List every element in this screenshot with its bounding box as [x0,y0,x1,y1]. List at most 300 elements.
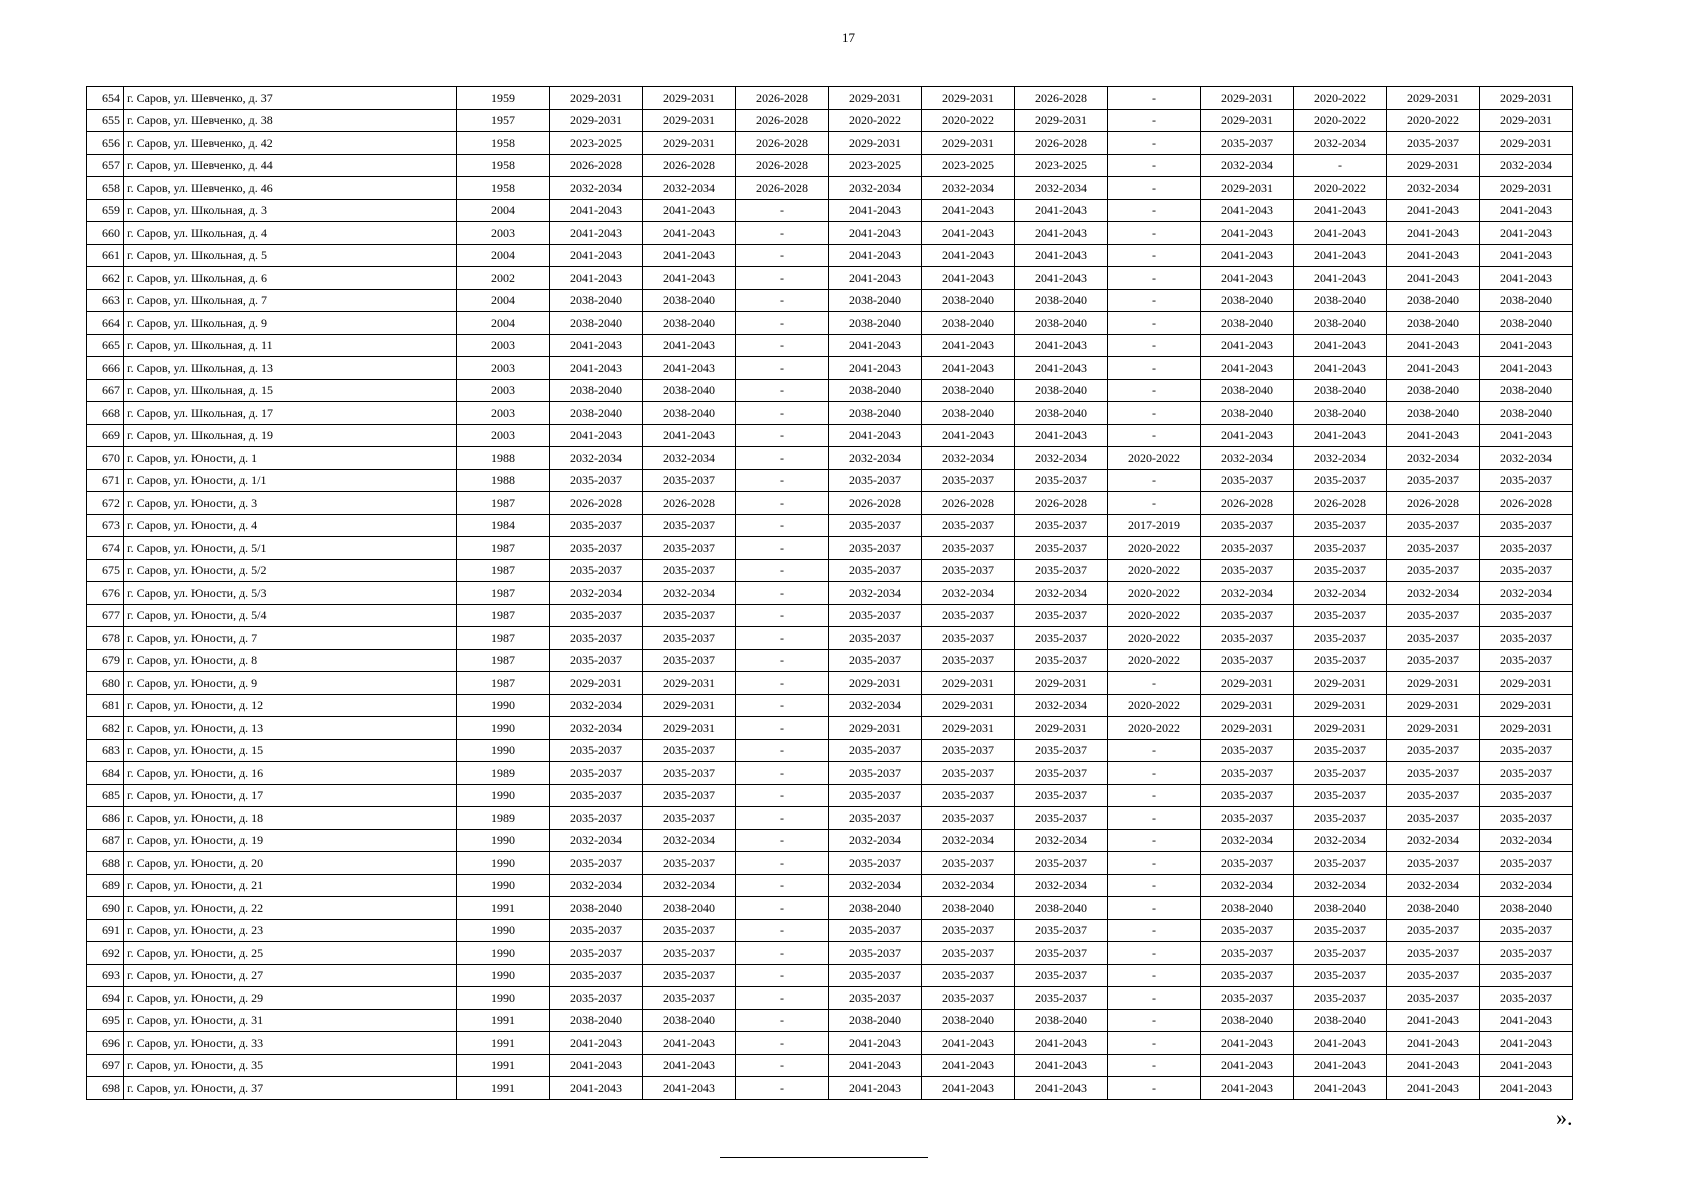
schedule-cell: 2038-2040 [1015,289,1108,312]
schedule-cell: 2035-2037 [550,537,643,560]
schedule-cell: 2029-2031 [1015,109,1108,132]
schedule-cell: 2041-2043 [550,222,643,245]
schedule-cell: - [736,469,829,492]
schedule-cell: 2029-2031 [1387,717,1480,740]
row-number-cell: 686 [87,807,124,830]
schedule-cell: 2035-2037 [1387,964,1480,987]
schedule-cell: 2041-2043 [1387,222,1480,245]
schedule-cell: 2035-2037 [1387,739,1480,762]
schedule-cell: 2032-2034 [1015,582,1108,605]
schedule-cell: 2035-2037 [829,942,922,965]
schedule-cell: 2029-2031 [550,87,643,110]
table-row [87,334,1573,357]
schedule-cell: 2029-2031 [922,132,1015,155]
address-cell: г. Саров, ул. Юности, д. 12 [124,694,457,717]
schedule-cell: 2035-2037 [550,739,643,762]
schedule-cell: 2020-2022 [922,109,1015,132]
schedule-cell: 2035-2037 [1480,919,1573,942]
address-cell: г. Саров, ул. Юности, д. 5/1 [124,537,457,560]
schedule-cell: - [736,514,829,537]
row-number-cell: 697 [87,1054,124,1077]
build-year-cell: 2002 [457,267,550,290]
row-number-cell: 692 [87,942,124,965]
schedule-cell: 2032-2034 [550,447,643,470]
row-number-cell: 658 [87,177,124,200]
schedule-cell: 2035-2037 [643,987,736,1010]
schedule-cell: 2026-2028 [736,109,829,132]
schedule-cell: 2035-2037 [550,919,643,942]
schedule-cell: - [1108,807,1201,830]
schedule-cell: 2041-2043 [1480,424,1573,447]
schedule-cell: 2035-2037 [1480,537,1573,560]
schedule-cell: 2041-2043 [1015,357,1108,380]
schedule-cell: - [1108,829,1201,852]
row-number-cell: 675 [87,559,124,582]
address-cell: г. Саров, ул. Юности, д. 18 [124,807,457,830]
schedule-cell: 2035-2037 [1201,762,1294,785]
address-cell: г. Саров, ул. Юности, д. 8 [124,649,457,672]
schedule-cell: 2035-2037 [1201,942,1294,965]
build-year-cell: 1991 [457,1077,550,1100]
table-row [87,649,1573,672]
schedule-cell: 2041-2043 [1294,222,1387,245]
schedule-cell: 2035-2037 [1015,627,1108,650]
schedule-cell: 2035-2037 [1015,942,1108,965]
schedule-cell: - [736,649,829,672]
row-number-cell: 662 [87,267,124,290]
schedule-cell: 2035-2037 [643,739,736,762]
schedule-cell: - [736,492,829,515]
build-year-cell: 1987 [457,492,550,515]
table-row [87,672,1573,695]
schedule-cell: 2041-2043 [1201,334,1294,357]
table-row [87,492,1573,515]
schedule-cell: 2035-2037 [1201,559,1294,582]
schedule-cell: 2032-2034 [1480,829,1573,852]
schedule-cell: 2032-2034 [643,177,736,200]
schedule-cell: 2041-2043 [1480,267,1573,290]
address-cell: г. Саров, ул. Шевченко, д. 42 [124,132,457,155]
schedule-cell: 2029-2031 [1480,717,1573,740]
schedule-cell: 2020-2022 [1108,582,1201,605]
schedule-cell: 2029-2031 [1480,672,1573,695]
schedule-cell: 2035-2037 [829,469,922,492]
schedule-cell: 2038-2040 [643,289,736,312]
schedule-cell: - [736,739,829,762]
schedule-cell: 2038-2040 [643,379,736,402]
schedule-cell: - [736,717,829,740]
table-row [87,312,1573,335]
table-row [87,379,1573,402]
schedule-cell: - [736,244,829,267]
schedule-cell: 2035-2037 [550,964,643,987]
address-cell: г. Саров, ул. Шевченко, д. 37 [124,87,457,110]
schedule-cell: 2035-2037 [1480,762,1573,785]
schedule-cell: 2038-2040 [922,402,1015,425]
schedule-cell: 2041-2043 [1015,424,1108,447]
schedule-cell: - [1108,964,1201,987]
schedule-cell: 2035-2037 [550,762,643,785]
schedule-cell: - [736,289,829,312]
schedule-cell: 2038-2040 [922,897,1015,920]
schedule-cell: - [1108,87,1201,110]
schedule-cell: 2041-2043 [1294,244,1387,267]
schedule-cell: - [1108,402,1201,425]
schedule-cell: 2032-2034 [1387,177,1480,200]
build-year-cell: 1984 [457,514,550,537]
schedule-cell: 2038-2040 [1201,379,1294,402]
build-year-cell: 1989 [457,807,550,830]
schedule-cell: - [1108,784,1201,807]
address-cell: г. Саров, ул. Юности, д. 7 [124,627,457,650]
address-cell: г. Саров, ул. Юности, д. 5/3 [124,582,457,605]
schedule-cell: - [736,379,829,402]
schedule-cell: 2029-2031 [1294,672,1387,695]
schedule-cell: 2041-2043 [1294,1054,1387,1077]
schedule-cell: 2038-2040 [922,312,1015,335]
schedule-cell: 2041-2043 [1480,334,1573,357]
schedule-cell: 2035-2037 [1201,964,1294,987]
schedule-cell: 2026-2028 [1294,492,1387,515]
schedule-cell: 2035-2037 [550,514,643,537]
schedule-cell: 2020-2022 [1294,177,1387,200]
row-number-cell: 657 [87,154,124,177]
schedule-cell: 2038-2040 [829,1009,922,1032]
schedule-cell: 2038-2040 [550,312,643,335]
schedule-cell: 2029-2031 [922,87,1015,110]
schedule-cell: - [1108,267,1201,290]
row-number-cell: 667 [87,379,124,402]
schedule-cell: - [1108,852,1201,875]
closing-quote-mark: ». [1556,1105,1573,1130]
schedule-cell: 2041-2043 [922,424,1015,447]
schedule-cell: 2029-2031 [1201,109,1294,132]
table-row [87,582,1573,605]
schedule-cell: 2029-2031 [1201,87,1294,110]
schedule-cell: 2020-2022 [1108,537,1201,560]
schedule-cell: - [1108,312,1201,335]
schedule-cell: 2035-2037 [1387,514,1480,537]
schedule-cell: 2035-2037 [1387,987,1480,1010]
schedule-cell: 2029-2031 [643,109,736,132]
schedule-cell: 2038-2040 [643,897,736,920]
table-row [87,244,1573,267]
address-cell: г. Саров, ул. Школьная, д. 4 [124,222,457,245]
row-number-cell: 690 [87,897,124,920]
schedule-cell: 2035-2037 [829,964,922,987]
schedule-cell: 2035-2037 [550,627,643,650]
schedule-cell: 2035-2037 [829,649,922,672]
schedule-cell: 2041-2043 [1015,334,1108,357]
schedule-cell: 2029-2031 [1480,87,1573,110]
schedule-cell: 2041-2043 [1015,1077,1108,1100]
schedule-cell: 2026-2028 [736,87,829,110]
table-row [87,559,1573,582]
schedule-cell: 2020-2022 [1387,109,1480,132]
schedule-cell: 2035-2037 [1015,739,1108,762]
schedule-cell: 2035-2037 [829,627,922,650]
schedule-cell: - [1108,334,1201,357]
schedule-cell: 2038-2040 [1480,312,1573,335]
schedule-cell: 2041-2043 [829,1032,922,1055]
schedule-cell: - [736,829,829,852]
schedule-cell: 2035-2037 [1201,649,1294,672]
build-year-cell: 1987 [457,604,550,627]
schedule-cell: 2038-2040 [829,379,922,402]
schedule-cell: 2032-2034 [1015,874,1108,897]
build-year-cell: 1991 [457,897,550,920]
table-row [87,717,1573,740]
table-row [87,222,1573,245]
address-cell: г. Саров, ул. Юности, д. 29 [124,987,457,1010]
schedule-cell: 2029-2031 [922,672,1015,695]
schedule-cell: - [736,447,829,470]
schedule-cell: 2035-2037 [922,942,1015,965]
schedule-cell: 2020-2022 [1108,559,1201,582]
address-cell: г. Саров, ул. Юности, д. 15 [124,739,457,762]
schedule-cell: 2026-2028 [736,132,829,155]
schedule-cell: 2026-2028 [1480,492,1573,515]
address-cell: г. Саров, ул. Юности, д. 19 [124,829,457,852]
schedule-cell: 2035-2037 [643,762,736,785]
schedule-cell: 2035-2037 [1387,852,1480,875]
schedule-cell: 2035-2037 [1015,559,1108,582]
schedule-cell: 2041-2043 [1480,357,1573,380]
address-cell: г. Саров, ул. Юности, д. 1 [124,447,457,470]
build-year-cell: 1990 [457,852,550,875]
row-number-cell: 669 [87,424,124,447]
schedule-cell: - [736,964,829,987]
schedule-cell: 2035-2037 [1015,807,1108,830]
schedule-cell: 2041-2043 [1015,244,1108,267]
address-cell: г. Саров, ул. Юности, д. 9 [124,672,457,695]
schedule-cell: 2035-2037 [1480,559,1573,582]
build-year-cell: 1989 [457,762,550,785]
schedule-cell: - [1108,1032,1201,1055]
schedule-cell: 2035-2037 [1294,784,1387,807]
schedule-cell: 2035-2037 [922,514,1015,537]
schedule-cell: 2035-2037 [1387,132,1480,155]
schedule-cell: 2029-2031 [1480,109,1573,132]
schedule-cell: 2035-2037 [1015,784,1108,807]
schedule-cell: 2035-2037 [1201,739,1294,762]
schedule-cell: - [1108,739,1201,762]
schedule-cell: 2035-2037 [1480,604,1573,627]
schedule-cell: 2041-2043 [643,199,736,222]
build-year-cell: 2003 [457,334,550,357]
schedule-cell: 2041-2043 [1294,1032,1387,1055]
schedule-cell: 2023-2025 [922,154,1015,177]
row-number-cell: 654 [87,87,124,110]
table-row [87,829,1573,852]
table-row [87,874,1573,897]
schedule-cell: 2032-2034 [922,829,1015,852]
schedule-cell: 2035-2037 [643,469,736,492]
schedule-cell: 2041-2043 [829,267,922,290]
schedule-cell: 2020-2022 [1294,109,1387,132]
schedule-cell: 2041-2043 [643,222,736,245]
schedule-cell: 2035-2037 [922,784,1015,807]
schedule-cell: - [1108,672,1201,695]
schedule-cell: 2041-2043 [1201,199,1294,222]
schedule-cell: 2041-2043 [829,357,922,380]
address-cell: г. Саров, ул. Шевченко, д. 38 [124,109,457,132]
schedule-cell: 2032-2034 [550,582,643,605]
address-cell: г. Саров, ул. Школьная, д. 9 [124,312,457,335]
row-number-cell: 685 [87,784,124,807]
schedule-cell: 2035-2037 [829,604,922,627]
schedule-cell: 2017-2019 [1108,514,1201,537]
schedule-cell: 2035-2037 [1201,919,1294,942]
schedule-cell: 2041-2043 [1387,1009,1480,1032]
schedule-cell: 2035-2037 [1015,987,1108,1010]
schedule-cell: 2029-2031 [550,109,643,132]
schedule-cell: 2038-2040 [550,897,643,920]
schedule-cell: 2035-2037 [1480,964,1573,987]
schedule-cell: 2041-2043 [1201,267,1294,290]
schedule-cell: 2035-2037 [829,514,922,537]
schedule-cell: 2032-2034 [829,582,922,605]
schedule-cell: 2035-2037 [1387,784,1480,807]
address-cell: г. Саров, ул. Юности, д. 37 [124,1077,457,1100]
table-row [87,199,1573,222]
schedule-cell: 2038-2040 [1294,897,1387,920]
schedule-cell: 2041-2043 [1480,222,1573,245]
address-cell: г. Саров, ул. Шевченко, д. 44 [124,154,457,177]
schedule-cell: 2041-2043 [1201,1077,1294,1100]
schedule-cell: 2035-2037 [1294,739,1387,762]
schedule-cell: 2029-2031 [1480,132,1573,155]
schedule-cell: 2038-2040 [922,289,1015,312]
schedule-cell: 2029-2031 [829,717,922,740]
schedule-cell: 2029-2031 [550,672,643,695]
schedule-cell: 2038-2040 [550,289,643,312]
build-year-cell: 1991 [457,1009,550,1032]
schedule-cell: 2035-2037 [922,469,1015,492]
schedule-cell: 2035-2037 [1294,627,1387,650]
schedule-cell: 2035-2037 [1387,604,1480,627]
schedule-cell: 2032-2034 [829,447,922,470]
build-year-cell: 1987 [457,627,550,650]
schedule-cell: 2029-2031 [1387,87,1480,110]
table-row [87,267,1573,290]
schedule-cell: 2041-2043 [643,1032,736,1055]
schedule-cell: - [736,1054,829,1077]
address-cell: г. Саров, ул. Юности, д. 5/2 [124,559,457,582]
schedule-cell: 2035-2037 [1294,469,1387,492]
schedule-cell: 2032-2034 [829,177,922,200]
schedule-cell: 2041-2043 [1387,357,1480,380]
schedule-cell: 2038-2040 [922,1009,1015,1032]
schedule-cell: 2041-2043 [1201,357,1294,380]
schedule-cell: 2035-2037 [550,987,643,1010]
schedule-cell: - [1108,289,1201,312]
schedule-cell: 2035-2037 [922,987,1015,1010]
schedule-cell: 2032-2034 [1294,874,1387,897]
schedule-cell: 2038-2040 [1015,312,1108,335]
schedule-cell: 2035-2037 [550,604,643,627]
schedule-cell: 2035-2037 [1480,649,1573,672]
schedule-cell: 2026-2028 [643,154,736,177]
schedule-cell: 2041-2043 [1015,1054,1108,1077]
schedule-cell: 2038-2040 [550,379,643,402]
schedule-cell: 2035-2037 [1294,919,1387,942]
schedule-cell: 2041-2043 [1015,222,1108,245]
schedule-cell: 2035-2037 [550,784,643,807]
schedule-cell: 2035-2037 [550,852,643,875]
schedule-cell: 2041-2043 [1015,199,1108,222]
schedule-cell: 2032-2034 [643,447,736,470]
schedule-cell: - [1108,424,1201,447]
schedule-cell: 2032-2034 [829,829,922,852]
schedule-cell: 2038-2040 [1387,312,1480,335]
schedule-cell: 2035-2037 [1294,514,1387,537]
schedule-cell: 2032-2034 [1294,132,1387,155]
table-row [87,1077,1573,1100]
schedule-cell: 2020-2022 [1108,717,1201,740]
schedule-cell: 2038-2040 [1480,379,1573,402]
schedule-cell: 2029-2031 [1387,154,1480,177]
schedule-cell: 2035-2037 [1294,852,1387,875]
build-year-cell: 1990 [457,919,550,942]
schedule-cell: - [1108,109,1201,132]
schedule-cell: 2035-2037 [829,852,922,875]
schedule-cell: 2041-2043 [1480,1032,1573,1055]
build-year-cell: 2003 [457,379,550,402]
row-number-cell: 664 [87,312,124,335]
schedule-cell: 2035-2037 [1015,964,1108,987]
schedule-cell: - [1108,357,1201,380]
schedule-cell: 2035-2037 [1015,469,1108,492]
schedule-cell: 2038-2040 [922,379,1015,402]
schedule-cell: 2041-2043 [1015,1032,1108,1055]
build-year-cell: 1991 [457,1032,550,1055]
address-cell: г. Саров, ул. Школьная, д. 15 [124,379,457,402]
schedule-cell: 2041-2043 [1294,1077,1387,1100]
page-number: 17 [842,30,855,45]
schedule-cell: - [1294,154,1387,177]
address-cell: г. Саров, ул. Юности, д. 22 [124,897,457,920]
schedule-cell: 2035-2037 [829,559,922,582]
schedule-cell: - [1108,154,1201,177]
schedule-cell: - [736,874,829,897]
schedule-cell: 2035-2037 [1294,604,1387,627]
address-cell: г. Саров, ул. Юности, д. 25 [124,942,457,965]
schedule-cell: 2041-2043 [643,244,736,267]
schedule-cell: 2041-2043 [829,334,922,357]
schedule-cell: 2035-2037 [1201,852,1294,875]
schedule-cell: 2041-2043 [550,1054,643,1077]
schedule-cell: 2041-2043 [1294,334,1387,357]
schedule-cell: 2041-2043 [922,1077,1015,1100]
schedule-cell: 2035-2037 [922,762,1015,785]
build-year-cell: 2003 [457,222,550,245]
build-year-cell: 1990 [457,694,550,717]
build-year-cell: 1990 [457,942,550,965]
schedule-cell: 2032-2034 [643,874,736,897]
build-year-cell: 2003 [457,424,550,447]
row-number-cell: 679 [87,649,124,672]
row-number-cell: 665 [87,334,124,357]
schedule-cell: 2038-2040 [829,289,922,312]
schedule-cell: 2035-2037 [1387,649,1480,672]
schedule-cell: 2026-2028 [550,154,643,177]
schedule-cell: 2038-2040 [829,897,922,920]
schedule-cell: - [1108,469,1201,492]
build-year-cell: 1990 [457,717,550,740]
schedule-cell: 2032-2034 [550,717,643,740]
row-number-cell: 687 [87,829,124,852]
